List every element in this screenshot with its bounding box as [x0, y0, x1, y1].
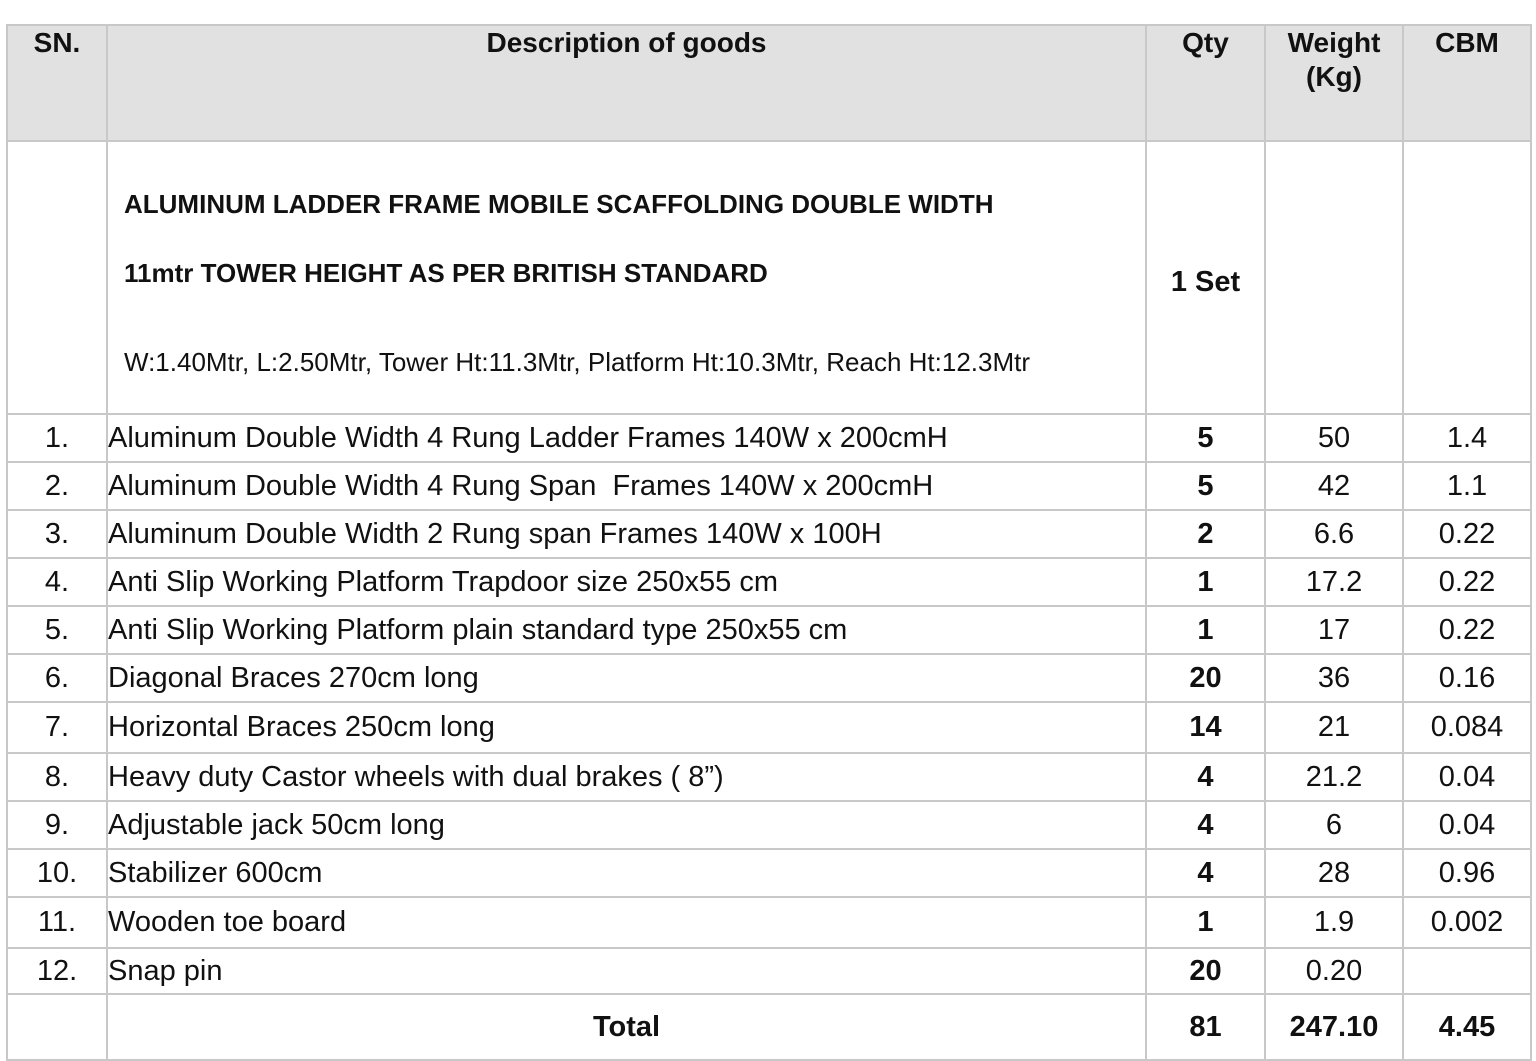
intro-dimensions: W:1.40Mtr, L:2.50Mtr, Tower Ht:11.3Mtr, Platform Ht:10.3Mtr, Reach Ht:12.3Mtr — [124, 347, 1031, 377]
cell-sn: 7. — [7, 702, 107, 753]
cell-cbm — [1403, 948, 1531, 994]
cell-description: Aluminum Double Width 4 Rung Ladder Frames 140W x 200cmH — [107, 414, 1146, 462]
cell-weight: 6.6 — [1265, 510, 1403, 558]
table-row — [7, 462, 1531, 510]
cell-cbm: 0.084 — [1403, 702, 1531, 753]
cell-weight: 50 — [1265, 414, 1403, 462]
cell-cbm: 1.1 — [1403, 462, 1531, 510]
intro-description — [107, 141, 1146, 414]
header-row — [7, 25, 1531, 141]
cell-description: Aluminum Double Width 4 Rung Span Frames 140W x 200cmH — [107, 462, 1146, 510]
table-row — [7, 414, 1531, 462]
cell-weight: 6 — [1265, 801, 1403, 849]
table-row — [7, 948, 1531, 994]
header-weight-line1: Weight — [1287, 27, 1381, 58]
table-row — [7, 654, 1531, 702]
header-cbm: CBM — [1403, 25, 1531, 141]
cell-description: Stabilizer 600cm — [107, 849, 1146, 897]
table-row — [7, 558, 1531, 606]
cell-qty: 14 — [1146, 702, 1265, 753]
cell-weight: 21 — [1265, 702, 1403, 753]
cell-weight: 17.2 — [1265, 558, 1403, 606]
intro-title-line2: 11mtr TOWER HEIGHT AS PER BRITISH STANDARD — [124, 258, 768, 288]
header-description: Description of goods — [107, 25, 1146, 141]
cell-qty: 1 — [1146, 558, 1265, 606]
table-row — [7, 510, 1531, 558]
table-row — [7, 606, 1531, 654]
cell-description: Anti Slip Working Platform plain standard type 250x55 cm — [107, 606, 1146, 654]
cell-qty: 20 — [1146, 948, 1265, 994]
cell-weight: 36 — [1265, 654, 1403, 702]
cell-sn: 3. — [7, 510, 107, 558]
total-weight: 247.10 — [1265, 994, 1403, 1060]
cell-sn: 9. — [7, 801, 107, 849]
cell-sn: 2. — [7, 462, 107, 510]
total-row — [7, 994, 1531, 1060]
cell-cbm: 0.22 — [1403, 558, 1531, 606]
cell-weight: 0.20 — [1265, 948, 1403, 994]
cell-cbm: 0.002 — [1403, 897, 1531, 948]
cell-description: Horizontal Braces 250cm long — [107, 702, 1146, 753]
cell-qty: 5 — [1146, 462, 1265, 510]
cell-cbm: 0.96 — [1403, 849, 1531, 897]
cell-qty: 4 — [1146, 801, 1265, 849]
header-sn: SN. — [7, 25, 107, 141]
cell-sn: 10. — [7, 849, 107, 897]
cell-description: Wooden toe board — [107, 897, 1146, 948]
cell-description: Diagonal Braces 270cm long — [107, 654, 1146, 702]
cell-cbm: 0.04 — [1403, 801, 1531, 849]
cell-qty: 1 — [1146, 897, 1265, 948]
cell-weight: 42 — [1265, 462, 1403, 510]
table-row — [7, 849, 1531, 897]
cell-cbm: 0.16 — [1403, 654, 1531, 702]
intro-qty: 1 Set — [1146, 141, 1265, 414]
cell-cbm: 0.22 — [1403, 606, 1531, 654]
total-label: Total — [107, 994, 1146, 1060]
cell-sn: 12. — [7, 948, 107, 994]
cell-description: Anti Slip Working Platform Trapdoor size 250x55 cm — [107, 558, 1146, 606]
cell-sn: 11. — [7, 897, 107, 948]
cell-cbm: 1.4 — [1403, 414, 1531, 462]
cell-cbm: 0.22 — [1403, 510, 1531, 558]
cell-sn: 4. — [7, 558, 107, 606]
header-qty: Qty — [1146, 25, 1265, 141]
intro-row — [7, 141, 1531, 414]
header-weight-line2: (Kg) — [1306, 61, 1362, 92]
cell-description: Aluminum Double Width 2 Rung span Frames 140W x 100H — [107, 510, 1146, 558]
total-qty: 81 — [1146, 994, 1265, 1060]
total-cbm: 4.45 — [1403, 994, 1531, 1060]
goods-table — [6, 24, 1532, 1061]
cell-weight: 21.2 — [1265, 753, 1403, 801]
table-row — [7, 801, 1531, 849]
cell-qty: 5 — [1146, 414, 1265, 462]
cell-sn: 8. — [7, 753, 107, 801]
cell-weight: 17 — [1265, 606, 1403, 654]
cell-qty: 4 — [1146, 849, 1265, 897]
intro-cbm — [1403, 141, 1531, 414]
table-row — [7, 702, 1531, 753]
cell-qty: 4 — [1146, 753, 1265, 801]
total-sn — [7, 994, 107, 1060]
table-row — [7, 753, 1531, 801]
cell-description: Heavy duty Castor wheels with dual brakes ( 8”) — [107, 753, 1146, 801]
cell-sn: 5. — [7, 606, 107, 654]
intro-weight — [1265, 141, 1403, 414]
cell-sn: 6. — [7, 654, 107, 702]
cell-qty: 20 — [1146, 654, 1265, 702]
cell-cbm: 0.04 — [1403, 753, 1531, 801]
cell-description: Adjustable jack 50cm long — [107, 801, 1146, 849]
table-row — [7, 897, 1531, 948]
header-weight — [1265, 25, 1403, 141]
cell-sn: 1. — [7, 414, 107, 462]
cell-qty: 2 — [1146, 510, 1265, 558]
cell-qty: 1 — [1146, 606, 1265, 654]
cell-weight: 1.9 — [1265, 897, 1403, 948]
intro-title-line1: ALUMINUM LADDER FRAME MOBILE SCAFFOLDING DOUBLE WIDTH — [124, 189, 994, 219]
cell-description: Snap pin — [107, 948, 1146, 994]
cell-weight: 28 — [1265, 849, 1403, 897]
intro-sn — [7, 141, 107, 414]
